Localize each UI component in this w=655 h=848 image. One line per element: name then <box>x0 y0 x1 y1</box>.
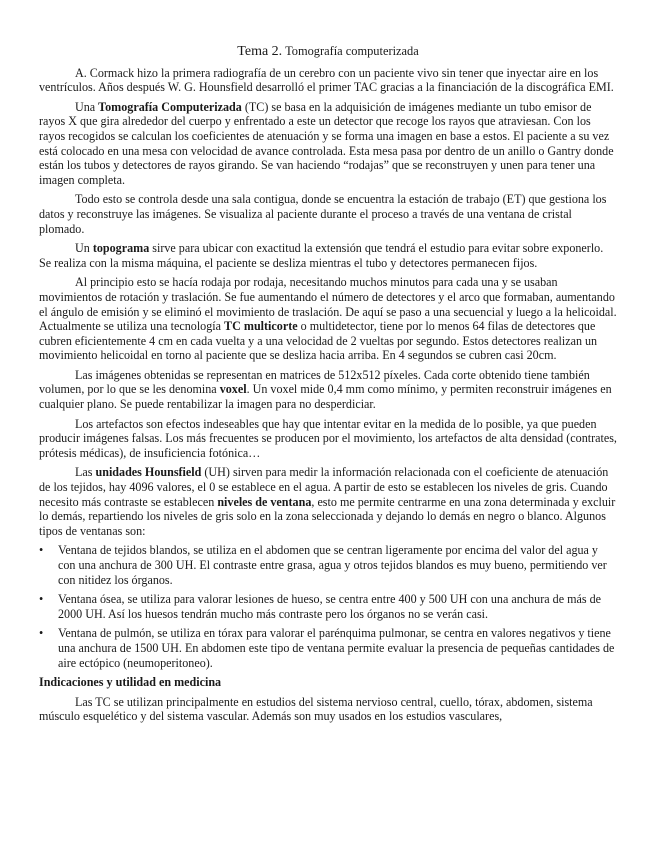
document-page <box>39 44 617 729</box>
paragraph-voxel: Las imágenes obtenidas se representan en matrices de 512x512 píxeles. Cada corte obtenido tiene también volumen, por lo que se les denomina voxel. Un voxel mide 0,4 mm como mínimo, y permiten reconstruir imágenes en cualquier plano. Se puede rentabilizar la imagen para no desperdiciar. <box>39 367 612 412</box>
title-sub: Tomografía computerizada <box>285 44 419 58</box>
bullet-dot: • <box>39 592 44 607</box>
term-topograma: topograma <box>92 241 150 256</box>
bullet-dot: • <box>39 543 44 558</box>
paragraph-topograma: Un topograma sirve para ubicar con exactitud la extensión que tendrá el estudio para evitar sobre exponerlo. Se realiza con la misma máquina, el paciente se desliza mientras el tubo y detectores permanecen fijos. <box>39 241 604 270</box>
paragraph-artefactos: Los artefactos son efectos indeseables que hay que intentar evitar en la medida de lo posible, ya que pueden producir imágenes falsas. Los más frecuentes se producen por el movimiento, los artefactos de alta densidad (contrates, prótesis médicas), de insuficiencia fotónica… <box>39 416 617 460</box>
term-niveles-de-ventana: niveles de ventana <box>217 494 312 509</box>
bullet-dot: • <box>39 626 44 641</box>
paragraph-tc-definition: Una Tomografía Computerizada (TC) se basa en la adquisición de imágenes mediante un tubo emisor de rayos X que gira alrededor del cuerpo y enfrentado a este un detector que recoge los rayos que atraviesan. Con los rayos recogidos se calculan los coeficientes de atenuación y se forma una imagen en base a estos. El paciente a su vez está colocado en una mesa con velocidad de avance controlada. Esta mesa pasa por dentro de un anillo o Gantry donde están los tubos y detectores de rayos girando. Se van haciendo “rodajas” que se reconstruyen y unen para tener una imagen completa. <box>39 99 614 187</box>
section-heading: Indicaciones y utilidad en medicina <box>39 675 222 690</box>
list-item: • Ventana de pulmón, se utiliza en tórax para valorar el parénquima pulmonar, se centra en valores negativos y tiene una anchura de 1500 UH. En abdomen este tipo de ventana permite evaluar la presencia de pequeñas cantidades de aire ectópico (neumoperitoneo). <box>39 626 615 670</box>
paragraph-hounsfield: Las unidades Hounsfield (UH) sirven para medir la información relacionada con el coeficiente de atenuación de los tejidos, hay 4096 valores, el 0 se establece en el agua. A partir de esto se establecen los niveles de gris. Cuando necesito más contraste se establecen niveles de ventana, esto me permite centrarme en una zona determinada y excluir lo demás, repartiendo los niveles de gris solo en la zona seleccionada y dejando lo demás en negro o blanco. Algunos tipos de ventanas son: <box>39 465 616 538</box>
paragraph-indicaciones: Las TC se utilizan principalmente en estudios del sistema nervioso central, cuello, tórax, abdomen, sistema músculo esquelético y del sistema vascular. Además son muy usados en los estudios vasculares, <box>39 694 593 724</box>
paragraph-history: A. Cormack hizo la primera radiografía de un cerebro con un paciente vivo sin tener que inyectar aire en los ventrículos. Años después W. G. Hounsfield desarrolló el primer TAC gracias a la financiación de la discográfica EMI. <box>39 65 614 95</box>
term-tomografia-computerizada: Tomografía Computerizada <box>98 99 242 114</box>
title-main: Tema 2. <box>237 44 283 59</box>
term-voxel: voxel <box>219 382 247 397</box>
page-title <box>39 44 617 60</box>
paragraph-multicorte: Al principio esto se hacía rodaja por rodaja, necesitando muchos minutos para cada una y se usaban movimientos de rotación y traslación. Se fue aumentando el número de detectores y el arco que formaban, aumentando el ángulo de emisión y se eliminó el movimiento de traslación. De aquí se paso a una secuencial y luego a la helicoidal. Actualmente se utiliza una tecnología TC multicorte o multidetector, tiene por lo menos 64 filas de detectores que cubren eficientemente 4 cm en cada vuelta y a una velocidad de 2 vueltas por segundo. Estos detectores realizan un movimiento helicoidal en torno al paciente que se desliza hacia arriba. En 4 segundos se cubren casi 20cm. <box>39 275 617 363</box>
term-unidades-hounsfield: unidades Hounsfield <box>95 465 202 480</box>
paragraph-control-room: Todo esto se controla desde una sala contigua, donde se encuentra la estación de trabajo (ET) que gestiona los datos y reconstruye las imágenes. Se visualiza al paciente durante el proceso a través de una ventana de cristal plomado. <box>39 192 607 236</box>
list-item: • Ventana de tejidos blandos, se utiliza en el abdomen que se centran ligeramente por encima del valor del agua y con una anchura de 300 UH. El contraste entre grasa, agua y otros tejidos blandos es muy bueno, permitiendo ver con nitidez los órganos. <box>39 543 607 587</box>
list-item: • Ventana ósea, se utiliza para valorar lesiones de hueso, se centra entre 400 y 500 UH con una anchura de más de 2000 UH. Así los huesos tendrán mucho más contraste pero los órganos no se verán casi. <box>39 592 602 621</box>
window-types-list <box>39 543 617 670</box>
term-tc-multicorte: TC multicorte <box>224 319 298 334</box>
